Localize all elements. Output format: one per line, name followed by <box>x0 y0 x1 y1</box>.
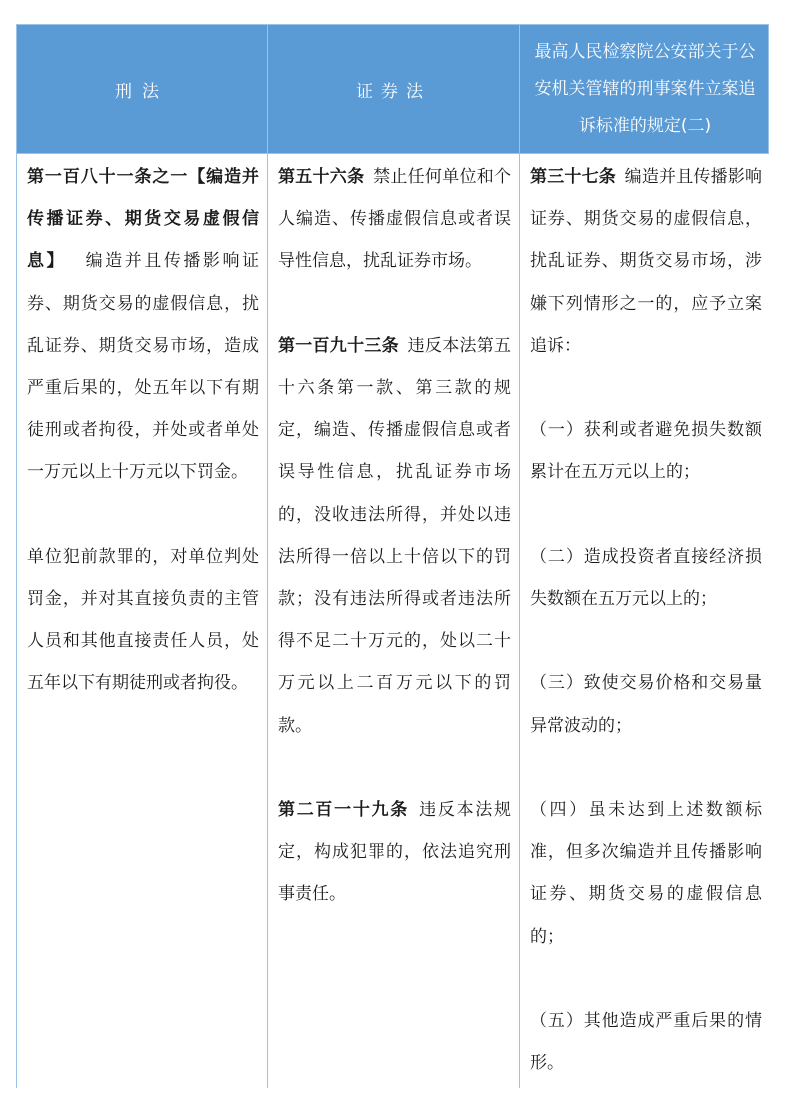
article-193 <box>278 325 511 747</box>
article-181-1-text: 编造并且传播影响证券、期货交易的虚假信息，扰乱证券、期货交易市场，造成严重后果的，处五年以下有期徒刑或者拘役，并处或者单处一万元以上十万元以下罚金。 <box>27 251 260 483</box>
table-body-row <box>17 154 768 1088</box>
article-37 <box>530 156 762 367</box>
list-item: （二）造成投资者直接经济损失数额在五万元以上的； <box>530 546 762 609</box>
table-header-row <box>17 25 768 154</box>
column-criminal-law <box>17 154 267 1088</box>
list-item: （三）致使交易价格和交易量异常波动的； <box>530 673 762 736</box>
article-37-title: 第三十七条 <box>530 167 616 187</box>
header-criminal-law: 刑法 <box>115 82 169 102</box>
article-56-title: 第五十六条 <box>278 167 365 187</box>
article-56 <box>278 156 511 283</box>
comparison-table <box>16 24 769 1088</box>
list-item: （一）获利或者避免损失数额累计在五万元以上的； <box>530 420 762 483</box>
header-securities-law: 证券法 <box>267 25 519 154</box>
article-181-1 <box>27 156 259 494</box>
article-219-title: 第二百一十九条 <box>278 800 409 821</box>
article-193-text: 违反本法第五十六条第一款、第三款的规定，编造、传播虚假信息或者误导性信息，扰乱证券市场的，没收违法所得，并处以违法所得一倍以上十倍以下的罚款；没有违法所得或者违法所得不足二十万元的，处以二十万元以上二百万元以下的罚款。 <box>278 335 512 736</box>
header-prosecution-standards: 最高人民检察院公安部关于公安机关管辖的刑事案件立案追诉标准的规定(二) <box>519 25 770 154</box>
column-securities-law <box>267 154 519 1088</box>
column-prosecution-standards <box>519 154 770 1088</box>
article-219-text: 违反本法规定，构成犯罪的，依法追究刑事责任。 <box>278 800 512 905</box>
unit-crime-paragraph: 单位犯前款罪的，对单位判处罚金，并对其直接负责的主管人员和其他直接责任人员，处五年以下有期徒刑或者拘役。 <box>27 546 259 694</box>
article-56-text: 禁止任何单位和个人编造、传播虚假信息或者误导性信息，扰乱证券市场。 <box>278 167 512 272</box>
article-193-title: 第一百九十三条 <box>278 335 399 356</box>
article-181-1-title: 第一百八十一条之一【编造并传播证券、期货交易虚假信息】 <box>27 167 259 272</box>
list-item: （五）其他造成严重后果的情形。 <box>530 1010 762 1074</box>
list-item: （四）虽未达到上述数额标准，但多次编造并且传播影响证券、期货交易的虚假信息的； <box>530 799 762 947</box>
article-37-text: 编造并且传播影响证券、期货交易的虚假信息，扰乱证券、期货交易市场，涉嫌下列情形之一的，应予立案追诉： <box>530 167 763 356</box>
article-219 <box>278 789 511 916</box>
